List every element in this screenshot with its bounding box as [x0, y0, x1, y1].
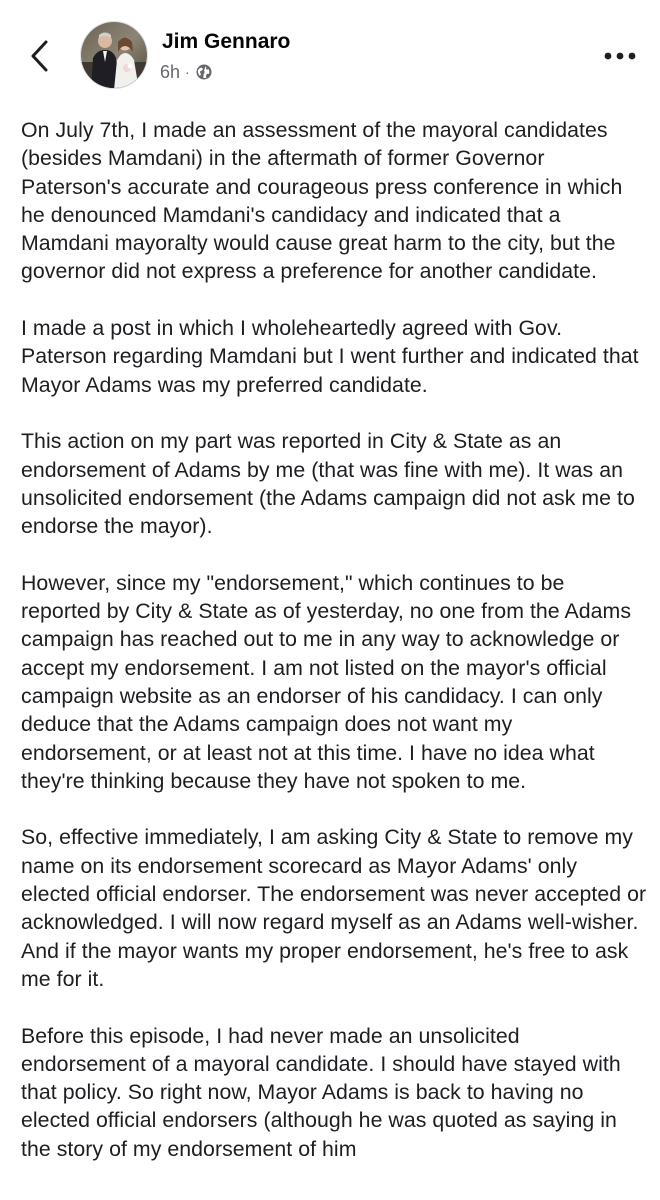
post-meta [160, 59, 213, 85]
post-paragraph: This action on my part was reported in City & State as an endorsement of Adams by me (that was fine with me). It was an unsolicited endorsement (the Adams campaign did not ask me to endorse the mayor). [21, 429, 635, 539]
more-options-button[interactable] [600, 42, 640, 70]
meta-separator: · [185, 64, 190, 80]
author-name[interactable]: Jim Gennaro [162, 30, 291, 53]
post-paragraph: So, effective immediately, I am asking City & State to remove my name on its endorsement scorecard as Mayor Adams' only elected official endorser. The endorsement was never accepted or acknowledged. I will now regard myself as an Adams well-wisher. And if the mayor wants my proper endorsement, he's free to ask me for it. [21, 825, 647, 991]
post-header [0, 0, 660, 110]
chevron-left-icon [30, 39, 50, 73]
globe-icon[interactable] [195, 63, 213, 81]
back-button[interactable] [22, 34, 58, 78]
avatar[interactable] [80, 21, 148, 89]
post-paragraph: I made a post in which I wholeheartedly agreed with Gov. Paterson regarding Mamdani but I went further and indicated that Mayor Adams was my preferred candidate. [21, 316, 639, 397]
post-text [21, 116, 649, 1191]
post-paragraph: Before this episode, I had never made an unsolicited endorsement of a mayoral candidate. I should have stayed with that policy. So right now, Mayor Adams is back to having no elected official endorsers (although he was quoted as saying in the story of my endorsement of him [21, 1023, 621, 1161]
more-horizontal-icon [603, 52, 637, 60]
post-paragraph: On July 7th, I made an assessment of the mayoral candidates (besides Mamdani) in the aftermath of former Governor Paterson's accurate and courageous press conference in which he denounced Mamdani's candidacy and indicated that a Mamdani mayoralty would cause great harm to the city, but the governor did not express a preference for another candidate. [21, 118, 623, 284]
post-timestamp[interactable]: 6h [160, 61, 181, 82]
avatar-photo [81, 22, 148, 89]
post-paragraph: However, since my "endorsement," which continues to be reported by City & State as of yesterday, no one from the Adams campaign has reached out to me in any way to acknowledge or accept my endorsement. I am not listed on the mayor's official campaign website as an endorser of his candidacy. I can only deduce that the Adams campaign does not want my endorsement, or at least not at this time. I have no idea what they're thinking because they have not spoken to me. [21, 570, 632, 793]
